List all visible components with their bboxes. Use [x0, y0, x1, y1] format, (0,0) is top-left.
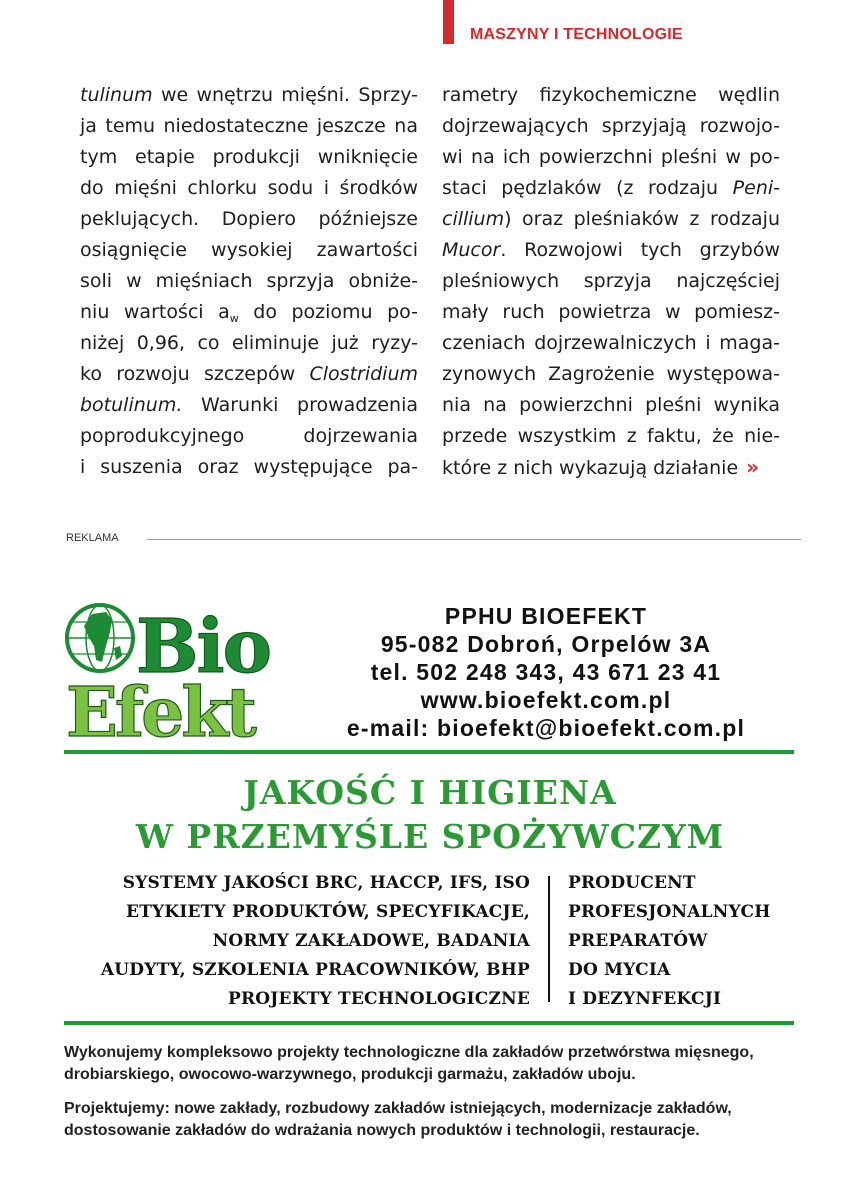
paragraph-line: Wykonujemy kompleksowo projekty technologiczne dla zakładów przetwórstwa mięsnego,: [64, 1044, 754, 1061]
product-item: DO MYCIA: [568, 960, 671, 980]
continue-arrow-icon[interactable]: »: [746, 455, 760, 479]
product-item: I DEZYNFEKCJI: [568, 989, 722, 1009]
divider: [147, 539, 801, 540]
text-line: tulinum we wnętrzu mięśni. Sprzy-: [80, 84, 418, 106]
text-line: pleśniowych sprzyja najczęściej: [442, 270, 780, 292]
text-line: dojrzewających sprzyjają rozwojo-: [442, 115, 780, 137]
products-list: [568, 869, 771, 1014]
company-phone: tel. 502 248 343, 43 671 23 41: [370, 659, 722, 685]
text-line: które z nich wykazują działanie »: [442, 455, 760, 479]
text-line: do mięśni chlorku sodu i środków: [80, 177, 418, 199]
service-item: PROJEKTY TECHNOLOGICZNE: [227, 989, 530, 1009]
article-column-right: [442, 80, 780, 484]
green-divider: [64, 750, 794, 754]
text-line: ko rozwoju szczepów Clostridium: [80, 363, 418, 385]
section-title: MASZYNY I TECHNOLOGIE: [470, 26, 683, 43]
product-item: PREPARATÓW: [568, 931, 708, 951]
text-line: cillium) oraz pleśniaków z rodzaju: [442, 208, 780, 230]
text-line: mały ruch powietrza w pomiesz-: [442, 301, 780, 323]
advertisement: [0, 560, 843, 1200]
company-address: 95-082 Dobroń, Orpelów 3A: [380, 631, 712, 657]
bioefekt-logo: [62, 602, 284, 742]
text-line: zynowych Zagrożenie występowa-: [442, 363, 780, 385]
product-item: PROFESJONALNYCH: [568, 902, 771, 922]
company-name: PPHU BIOEFEKT: [444, 603, 648, 629]
text-line: i suszenia oraz występujące pa-: [80, 456, 418, 478]
advertisement-label: REKLAMA: [66, 532, 119, 544]
ad-headline: JAKOŚĆ I HIGIENA: [243, 773, 617, 812]
paragraph-line: Projektujemy: nowe zakłady, rozbudowy zakładów istniejących, modernizacje zakładów,: [64, 1100, 732, 1117]
globe-icon: [67, 605, 133, 671]
text-line: botulinum. Warunki prowadzenia: [80, 394, 418, 416]
ad-paragraph: [64, 1098, 804, 1142]
text-line: tym etapie produkcji wniknięcie: [80, 146, 418, 168]
company-contact: [330, 602, 762, 742]
vertical-divider: [548, 876, 550, 1002]
services-list: [101, 869, 530, 1014]
text-line: czeniach dojrzewalniczych i maga-: [442, 332, 780, 354]
text-line: soli w mięśniach sprzyja obniże-: [80, 270, 418, 292]
service-item: AUDYTY, SZKOLENIA PRACOWNIKÓW, BHP: [100, 960, 530, 980]
product-item: PRODUCENT: [568, 873, 696, 893]
service-item: ETYKIETY PRODUKTÓW, SPECYFIKACJE,: [126, 902, 530, 922]
green-divider: [64, 1021, 794, 1025]
paragraph-line: dostosowanie zakładów do wdrażania nowych produktów i technologii, restauracje.: [64, 1122, 700, 1139]
text-line: Mucor. Rozwojowi tych grzybów: [442, 239, 780, 261]
service-item: SYSTEMY JAKOŚCI BRC, HACCP, IFS, ISO: [122, 873, 530, 893]
company-email-link[interactable]: e-mail: bioefekt@bioefekt.com.pl: [346, 715, 746, 741]
text-line: wi na ich powierzchni pleśni w po-: [442, 146, 780, 168]
text-line: poprodukcyjnego dojrzewania: [80, 425, 418, 447]
ad-headline: W PRZEMYŚLE SPOŻYWCZYM: [135, 817, 725, 856]
text-line: niu wartości $a_w$ do poziomu po-: [80, 301, 419, 325]
text-line: osiągnięcie wysokiej zawartości: [80, 239, 418, 261]
article-body: [80, 80, 780, 490]
text-line: niżej 0,96, co eliminuje już ryzy-: [80, 332, 418, 354]
text-line: ja temu niedostateczne jeszcze na: [80, 115, 418, 137]
section-marker: [443, 0, 454, 44]
text-line: przede wszystkim z faktu, że nie-: [442, 425, 780, 447]
text-line: rametry fizykochemiczne wędlin: [442, 84, 780, 106]
article-column-left: [80, 80, 418, 483]
paragraph-line: drobiarskiego, owocowo-warzywnego, produkcji garmażu, zakładów uboju.: [64, 1066, 636, 1083]
text-line: staci pędzlaków (z rodzaju Peni-: [442, 177, 780, 199]
company-website-link[interactable]: www.bioefekt.com.pl: [420, 687, 672, 713]
text-line: nia na powierzchni pleśni wynika: [442, 394, 780, 416]
text-line: peklujących. Dopiero późniejsze: [80, 208, 418, 230]
service-item: NORMY ZAKŁADOWE, BADANIA: [212, 931, 530, 951]
logo-text-bio: Bio: [136, 604, 271, 690]
logo-text-efekt: Efekt: [66, 673, 254, 742]
ad-paragraph: [64, 1042, 804, 1086]
